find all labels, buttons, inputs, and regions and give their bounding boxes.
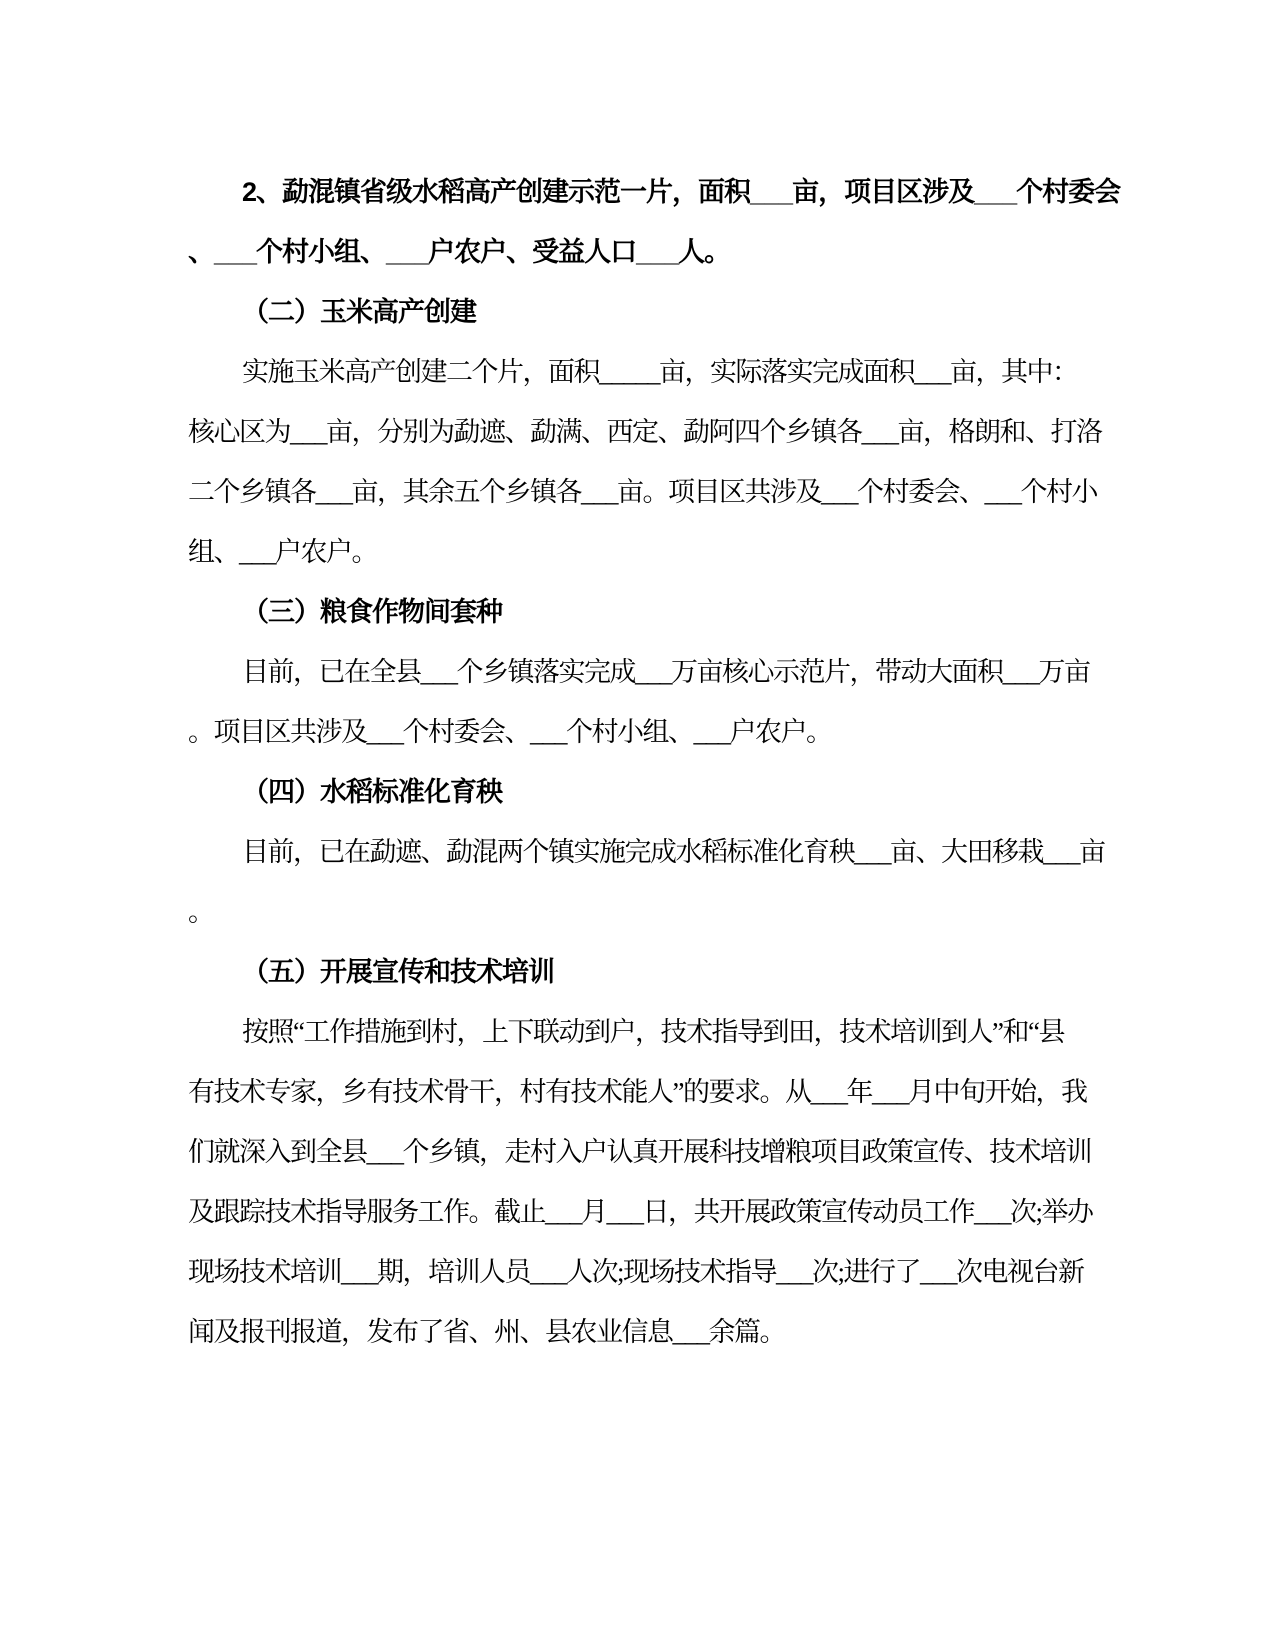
paragraph-line: 2、勐混镇省级水稻高产创建示范一片，面积___亩，项目区涉及___个村委会 [242,177,1121,207]
paragraph-line: 。 [188,897,214,927]
paragraph-line: 二个乡镇各___亩，其余五个乡镇各___亩。项目区共涉及___个村委会、___个村小 [188,477,1097,507]
paragraph-line: 。项目区共涉及___个村委会、___个村小组、___户农户。 [188,717,832,747]
paragraph-line: 核心区为___亩，分别为勐遮、勐满、西定、勐阿四个乡镇各___亩，格朗和、打洛 [188,417,1102,447]
paragraph-line: 闻及报刊报道，发布了省、州、县农业信息___余篇。 [188,1317,785,1347]
paragraph-line: 按照“工作措施到村，上下联动到户，技术指导到田，技术培训到人”和“县 [242,1017,1064,1047]
section-heading: （三）粮食作物间套种 [242,597,502,627]
paragraph-line: 目前，已在勐遮、勐混两个镇实施完成水稻标准化育秧___亩、大田移栽___亩 [242,837,1105,867]
paragraph-line: 及跟踪技术指导服务工作。截止___月___日，共开展政策宣传动员工作___次;举办 [188,1197,1093,1227]
paragraph-line: 组、___户农户。 [188,537,377,567]
paragraph-line: 、___个村小组、___户农户、受益人口___人。 [188,237,731,267]
paragraph-line: 们就深入到全县___个乡镇，走村入户认真开展科技增粮项目政策宣传、技术培训 [188,1137,1091,1167]
paragraph-line: 现场技术培训___期，培训人员___人次;现场技术指导___次;进行了___次电视台新 [188,1257,1084,1287]
paragraph-line: 目前，已在全县___个乡镇落实完成___万亩核心示范片，带动大面积___万亩 [242,657,1090,687]
paragraph-line: 有技术专家，乡有技术骨干，村有技术能人”的要求。从___年___月中旬开始，我 [188,1077,1087,1107]
section-heading: （四）水稻标准化育秧 [242,777,502,807]
section-heading: （二）玉米高产创建 [242,297,476,327]
document-body [188,162,1121,1362]
paragraph-line: 实施玉米高产创建二个片，面积_____亩，实际落实完成面积___亩，其中： [242,357,1078,387]
section-heading: （五）开展宣传和技术培训 [242,957,554,987]
